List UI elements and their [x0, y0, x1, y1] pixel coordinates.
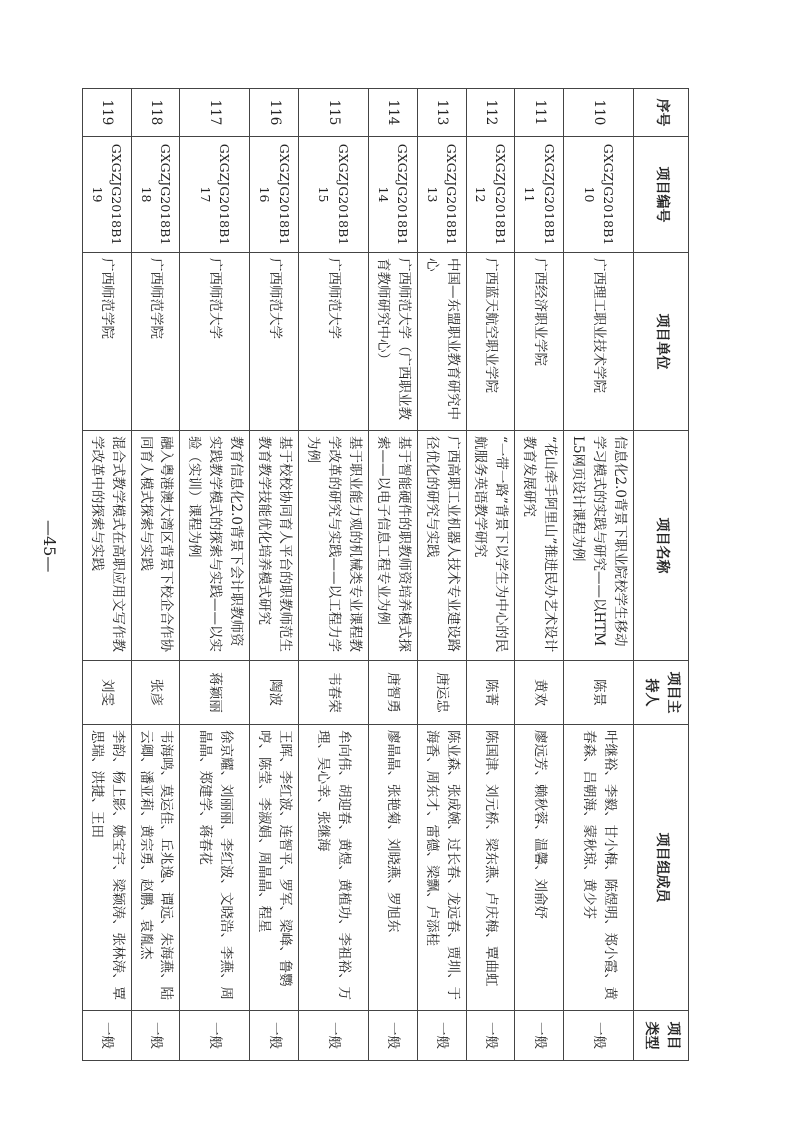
cell-code: GXGZJG2018B119: [82, 137, 131, 253]
cell-name: 广西高职工业机器人技术专业建设路径优化的研究与实践: [417, 431, 466, 661]
cell-host: 唐运忠: [417, 661, 466, 725]
cell-no: 112: [466, 89, 515, 137]
cell-name: 融入粤港澳大湾区背景下校企合作协同育人模式探索与实践: [131, 431, 180, 661]
cell-host: 韦春荣: [299, 661, 369, 725]
cell-type: 一般: [180, 1011, 250, 1061]
cell-code: GXGZJG2018B113: [417, 137, 466, 253]
cell-host: 刘雯: [82, 661, 131, 725]
cell-name: 基于智能硬件的职教师资培养模式探索——以电子信息工程专业为例: [368, 431, 417, 661]
cell-members: 韦海鸣、莫运佳、丘兆逸、谭远、朱海燕、陆云卿、潘亚莉、黄宗勇、赵鹏、袁胤杰: [131, 725, 180, 1011]
cell-host: 张彦: [131, 661, 180, 725]
table-row: [131, 89, 180, 1061]
page-number: —45—: [40, 520, 59, 573]
header-code: 项目编号: [634, 137, 689, 253]
table-row: [515, 89, 564, 1061]
cell-code: GXGZJG2018B110: [564, 137, 634, 253]
cell-members: 牟向伟、胡迎春、黄煜、黄植功、李祖裕、万理、吴心幸、张继海: [299, 725, 369, 1011]
cell-members: 王晖、李红波、连智平、罗军、梁峰、鲁鹦哼、陈莹、李淑娟、周晶晶、程星: [250, 725, 299, 1011]
cell-no: 118: [131, 89, 180, 137]
cell-host: 黄欢: [515, 661, 564, 725]
cell-name: 信息化2.0背景下职业院校学生移动学习模式的实践与研究——以HTML5网页设计课程为例: [564, 431, 634, 661]
cell-code: GXGZJG2018B115: [299, 137, 369, 253]
cell-name: 基于职业能力观的机械类专业课程教学改革的研究与实践——以工程力学为例: [299, 431, 369, 661]
cell-no: 117: [180, 89, 250, 137]
cell-unit: 广西经济职业学院: [515, 253, 564, 431]
cell-code: GXGZJG2018B117: [180, 137, 250, 253]
cell-type: 一般: [131, 1011, 180, 1061]
cell-unit: 广西师范大学（广西职业教育教师研究中心）: [368, 253, 417, 431]
cell-host: 唐智勇: [368, 661, 417, 725]
cell-code: GXGZJG2018B114: [368, 137, 417, 253]
cell-name: 混合式教学模式在高职应用文写作教学改革中的探索与实践: [82, 431, 131, 661]
cell-no: 114: [368, 89, 417, 137]
table-row: [417, 89, 466, 1061]
cell-unit: 广西理工职业技术学院: [564, 253, 634, 431]
cell-code: GXGZJG2018B112: [466, 137, 515, 253]
cell-name: “花山牵手阿里山”推进民办艺术设计教育发展研究: [515, 431, 564, 661]
table-row: [368, 89, 417, 1061]
table-row: [564, 89, 634, 1061]
cell-members: 李韵、杨上影、姚宝宇、梁颖涛、张林涛、覃思瑞、洪捷、王田: [82, 725, 131, 1011]
cell-no: 116: [250, 89, 299, 137]
table-row: [180, 89, 250, 1061]
cell-members: 廖远芳、赖秋蓉、温馨、刘俞妤: [515, 725, 564, 1011]
table-row: [466, 89, 515, 1061]
cell-code: GXGZJG2018B116: [250, 137, 299, 253]
cell-members: 叶继裕、李毅、甘小梅、陈煜明、郑小霞、黄春森、吕朝海、蒙秋琼、黄少芬: [564, 725, 634, 1011]
cell-unit: 广西师范大学: [180, 253, 250, 431]
header-host: 项目主持人: [634, 661, 689, 725]
cell-host: 陈菁: [466, 661, 515, 725]
cell-host: 陈景: [564, 661, 634, 725]
cell-type: 一般: [82, 1011, 131, 1061]
cell-name: 基于校校协同育人平台的职教师范生教育教学技能优化培养模式研究: [250, 431, 299, 661]
cell-type: 一般: [250, 1011, 299, 1061]
cell-unit: 广西师范大学: [250, 253, 299, 431]
header-name: 项目名称: [634, 431, 689, 661]
cell-type: 一般: [417, 1011, 466, 1061]
cell-members: 徐京耀、刘丽丽、李红波、文晓浩、李燕、周晶晶、郑建学、蒋春花: [180, 725, 250, 1011]
cell-type: 一般: [368, 1011, 417, 1061]
cell-code: GXGZJG2018B118: [131, 137, 180, 253]
cell-no: 119: [82, 89, 131, 137]
cell-no: 115: [299, 89, 369, 137]
table-row: [299, 89, 369, 1061]
cell-members: 廖晶晶、张艳菊、刘晓燕、罗旭东: [368, 725, 417, 1011]
cell-members: 陈国津、刘元桥、梁东燕、卢庆梅、覃曲虹: [466, 725, 515, 1011]
cell-no: 110: [564, 89, 634, 137]
table-row: [250, 89, 299, 1061]
cell-unit: 广西师范大学: [299, 253, 369, 431]
cell-host: 陶波: [250, 661, 299, 725]
header-type: 项目类型: [634, 1011, 689, 1061]
header-unit: 项目单位: [634, 253, 689, 431]
cell-type: 一般: [299, 1011, 369, 1061]
cell-type: 一般: [466, 1011, 515, 1061]
cell-unit: 广西蓝天航空职业学院: [466, 253, 515, 431]
cell-members: 陈业森、张成婉、过长春、龙远春、贾圳、于海香、周东才、雷德、梁飘、卢添桂: [417, 725, 466, 1011]
project-table: [82, 88, 689, 1061]
cell-name: 教育信息化2.0背景下会计职教师资实践教学模式的探索与实践——以实验（实训）课程为例: [180, 431, 250, 661]
cell-unit: 广西师范学院: [131, 253, 180, 431]
cell-unit: 广西师范学院: [82, 253, 131, 431]
cell-type: 一般: [564, 1011, 634, 1061]
cell-host: 蒋颖丽: [180, 661, 250, 725]
cell-type: 一般: [515, 1011, 564, 1061]
cell-no: 111: [515, 89, 564, 137]
cell-code: GXGZJG2018B111: [515, 137, 564, 253]
header-no: 序号: [634, 89, 689, 137]
cell-name: “一带一路”背景下以学生为中心的民航服务英语教学研究: [466, 431, 515, 661]
table-row: [82, 89, 131, 1061]
table-header-row: [634, 89, 689, 1061]
header-members: 项目组成员: [634, 725, 689, 1011]
cell-unit: 中国—东盟职业教育研究中心: [417, 253, 466, 431]
cell-no: 113: [417, 89, 466, 137]
